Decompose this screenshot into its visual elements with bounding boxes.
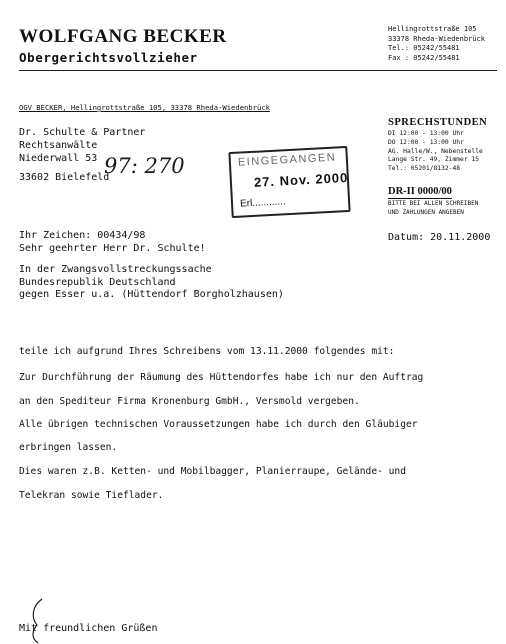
body-line: Telekran sowie Tieflader. — [19, 490, 164, 501]
office-hours-line: Tel.: 05201/8132-48 — [388, 165, 461, 173]
sender-address — [388, 25, 485, 63]
recipient-city: 33602 Bielefeld — [19, 172, 110, 183]
case-number-note-line: BITTE BEI ALLEN SCHREIBEN — [388, 200, 479, 207]
body-line: an den Spediteur Firma Kronenburg GmbH., Versmold vergeben. — [19, 396, 360, 407]
sender-title: Obergerichtsvollzieher — [19, 50, 198, 65]
salutation: Sehr geehrter Herr Dr. Schulte! — [19, 243, 206, 254]
body-line: erbringen lassen. — [19, 442, 118, 453]
recipient-line: Rechtsanwälte — [19, 140, 98, 151]
subject-line: Bundesrepublik Deutschland — [19, 276, 176, 288]
body-line: teile ich aufgrund Ihres Schreibens vom 13.11.2000 folgendes mit: — [19, 346, 395, 357]
office-hours-heading: SPRECHSTUNDEN — [388, 117, 488, 128]
sender-address-line: Hellingrottstraße 105 — [388, 25, 477, 33]
reference-block — [19, 229, 206, 255]
stamp-label: EINGEGANGEN — [237, 151, 337, 169]
office-hours-line: Lange Str. 49, Zimmer 15 — [388, 156, 479, 164]
case-number: DR-II 0000/00 — [388, 186, 452, 197]
stamp-done-line: Erl............ — [239, 196, 286, 210]
body-line: Dies waren z.B. Ketten- und Mobilbagger, Planierraupe, Gelände- und — [19, 466, 406, 477]
received-stamp — [228, 146, 350, 218]
body-line: Alle übrigen technischen Voraussetzungen habe ich durch den Gläubiger — [19, 419, 418, 430]
subject-line: In der Zwangsvollstreckungssache — [19, 264, 212, 275]
office-hours-line: DO 12:00 - 13:00 Uhr — [388, 138, 464, 146]
return-address: OGV BECKER, Hellingrottstraße 105, 33378 Rheda-Wiedenbrück — [19, 103, 270, 112]
recipient-line: Niederwall 53 — [19, 153, 98, 164]
signature-stroke — [28, 598, 44, 644]
sender-name: WOLFGANG BECKER — [19, 26, 227, 47]
subject-block — [19, 264, 284, 302]
sender-phone: Tel.: 05242/55481 — [388, 44, 460, 52]
letterhead-divider — [19, 70, 497, 71]
office-hours-line: DI 12:00 - 13:00 Uhr — [388, 130, 464, 137]
office-hours-list — [388, 130, 483, 174]
office-hours-line: AG. Halle/W., Nebenstelle — [388, 147, 483, 155]
case-number-note-line: UND ZAHLUNGEN ANGEBEN — [388, 208, 464, 216]
sender-fax: Fax : 05242/55481 — [388, 53, 460, 62]
sender-address-line: 33378 Rheda-Wiedenbrück — [388, 34, 485, 43]
letter-date: Datum: 20.11.2000 — [388, 232, 491, 243]
subject-line: gegen Esser u.a. (Hüttendorf Borgholzhausen) — [19, 289, 284, 300]
reference-number: Ihr Zeichen: 00434/98 — [19, 230, 146, 241]
handwritten-note: 97: 270 — [104, 154, 185, 178]
closing: Mit freundlichen Grüßen — [19, 623, 158, 634]
body-line: Zur Durchführung der Räumung des Hüttendorfes habe ich nur den Auftrag — [19, 372, 424, 383]
stamp-date: 27. Nov. 2000 — [253, 169, 349, 190]
case-number-note — [388, 200, 478, 217]
recipient-line: Dr. Schulte & Partner — [19, 127, 146, 138]
